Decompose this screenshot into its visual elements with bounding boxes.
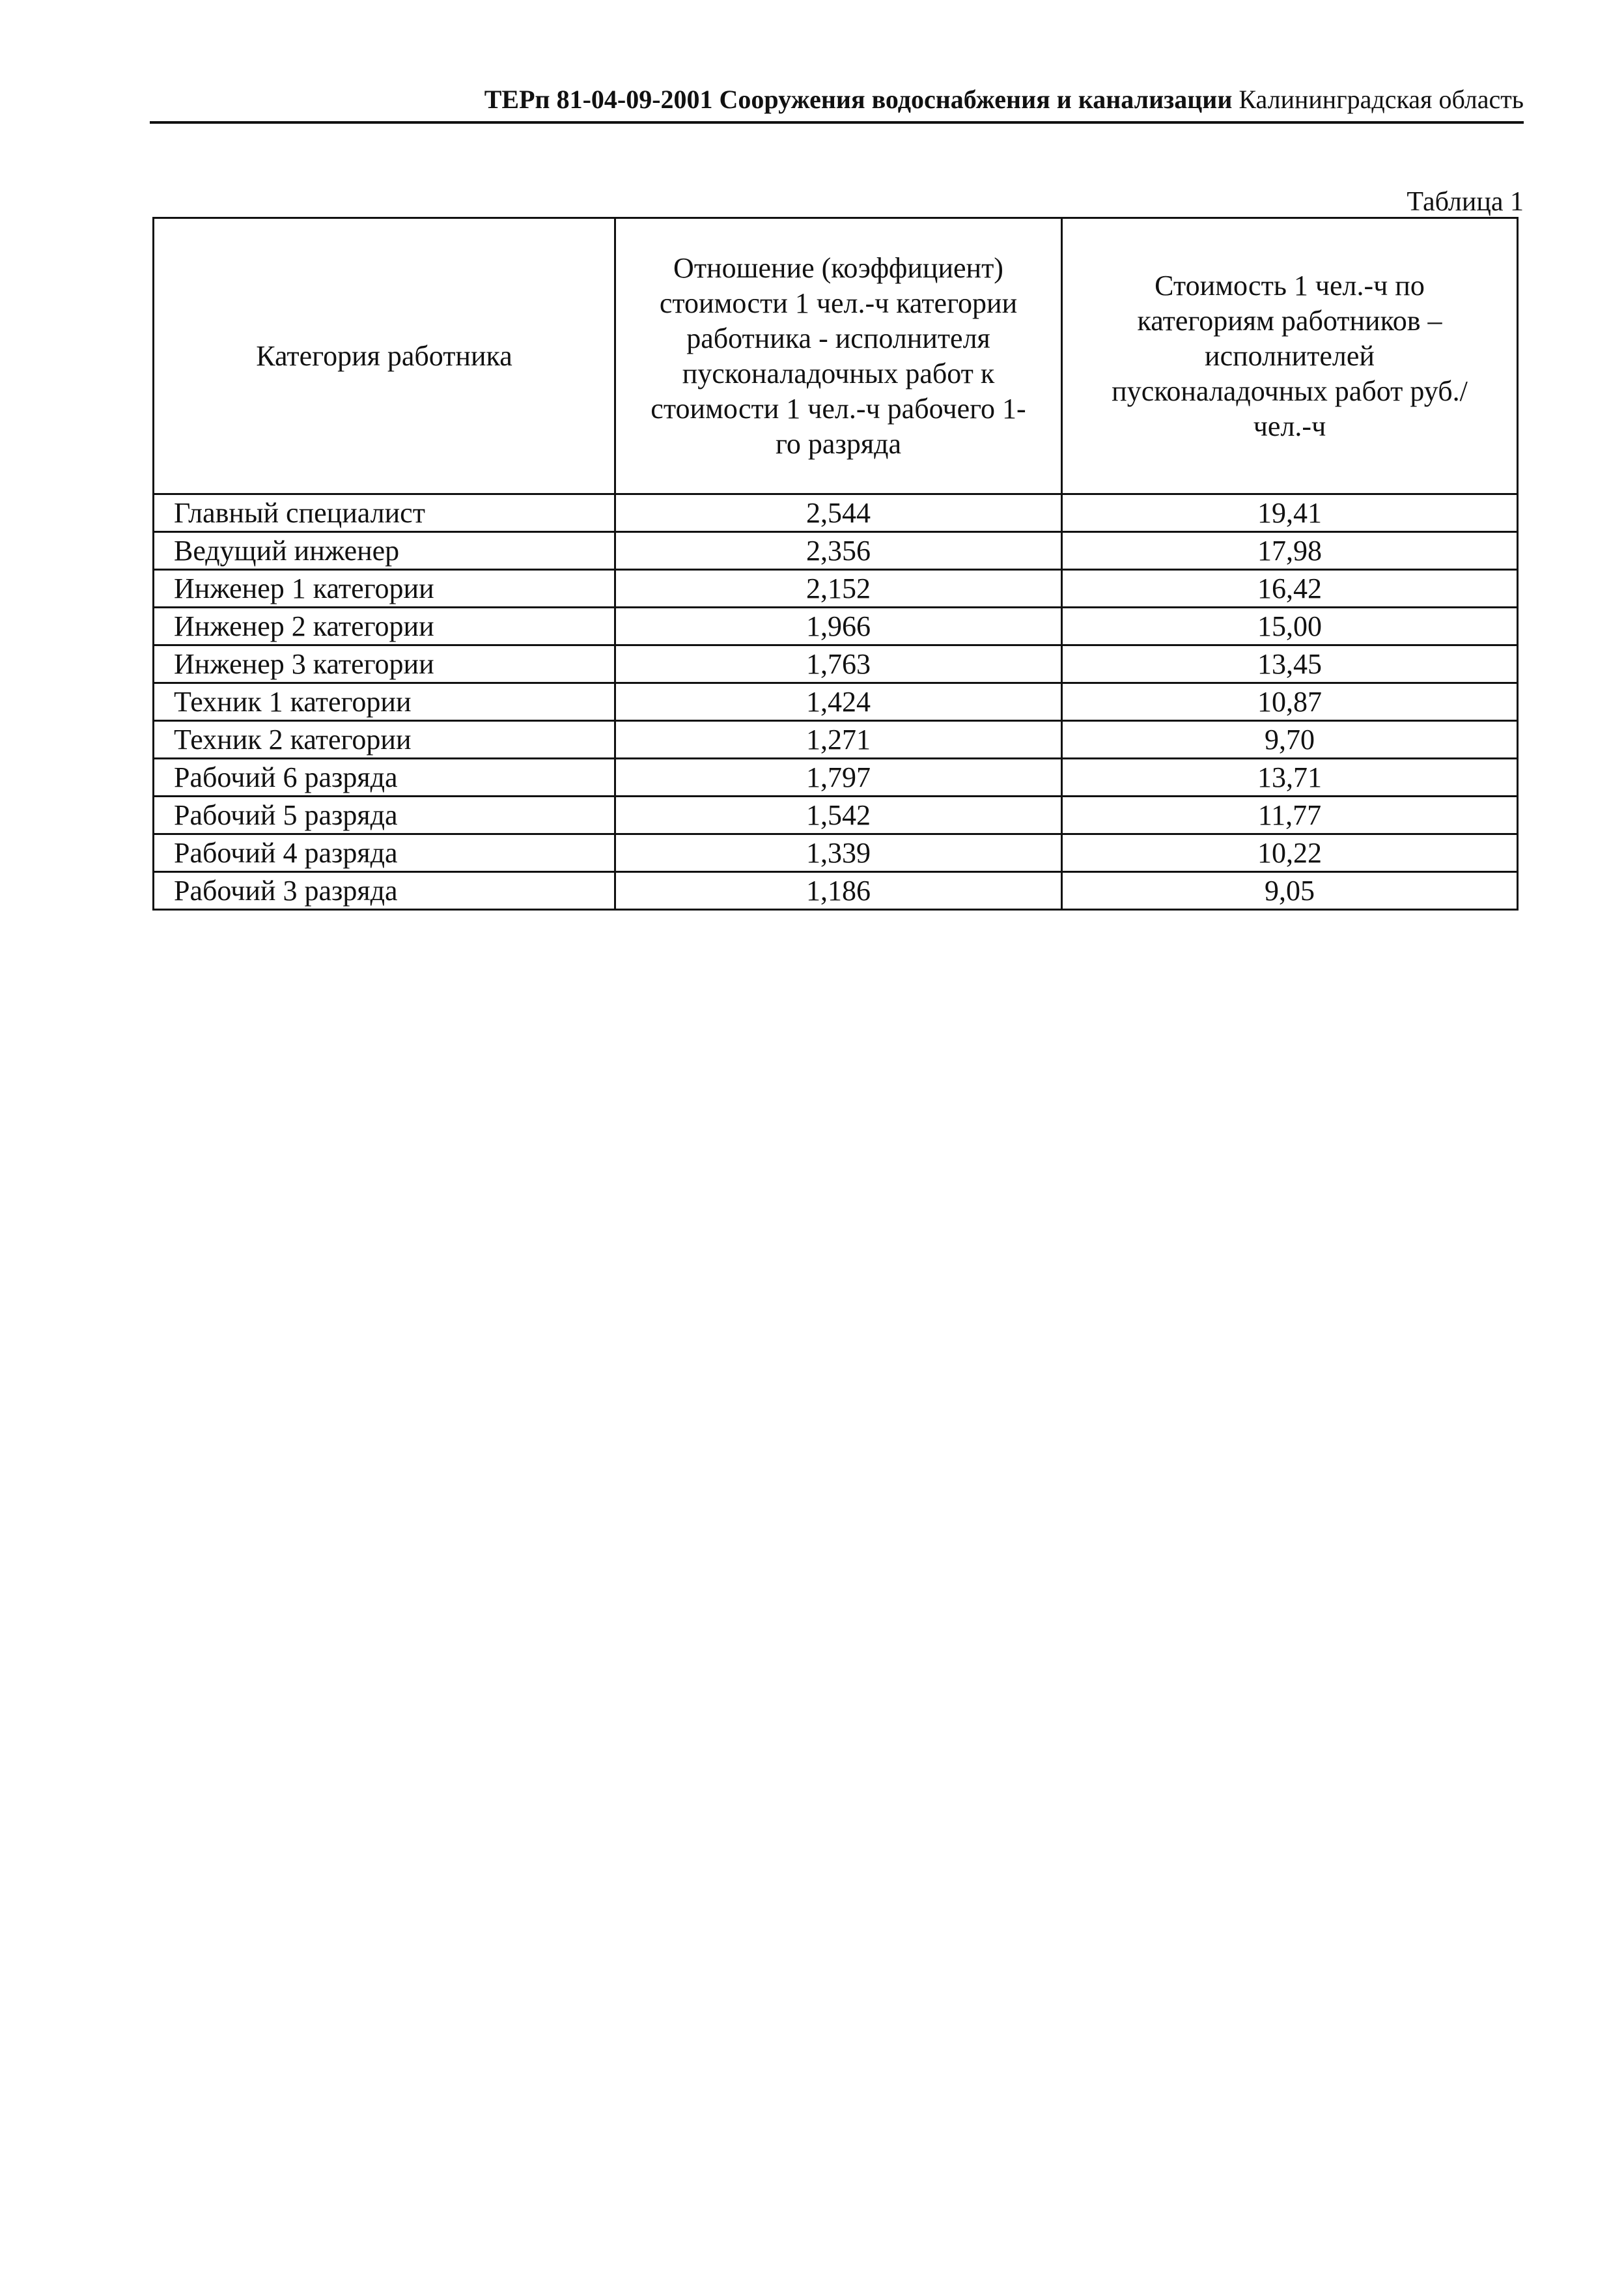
cell-coefficient: 1,271 <box>615 721 1062 759</box>
cell-coefficient: 1,186 <box>615 872 1062 910</box>
cell-cost: 13,45 <box>1062 645 1518 683</box>
document-title: Сооружения водоснабжения и канализации <box>719 85 1233 114</box>
page-header <box>150 83 1524 124</box>
cell-category: Техник 1 категории <box>154 683 615 721</box>
rates-table <box>152 217 1519 911</box>
table-row <box>154 759 1518 797</box>
table-row <box>154 834 1518 872</box>
table-row <box>154 570 1518 608</box>
cell-cost: 10,22 <box>1062 834 1518 872</box>
cell-category: Рабочий 6 разряда <box>154 759 615 797</box>
cell-category: Ведущий инженер <box>154 532 615 570</box>
column-header-coefficient <box>615 218 1062 494</box>
cell-cost: 17,98 <box>1062 532 1518 570</box>
cell-category: Рабочий 5 разряда <box>154 797 615 834</box>
cell-cost: 9,70 <box>1062 721 1518 759</box>
table-body <box>154 494 1518 910</box>
cell-cost: 15,00 <box>1062 608 1518 645</box>
cell-coefficient: 2,152 <box>615 570 1062 608</box>
cell-category: Инженер 2 категории <box>154 608 615 645</box>
table-row <box>154 721 1518 759</box>
table-row <box>154 608 1518 645</box>
cell-category: Инженер 1 категории <box>154 570 615 608</box>
column-header-cost-text: Стоимость 1 чел.-ч по категориям работников – исполнителей пусконаладочных работ руб./чел.-ч <box>1112 269 1468 442</box>
cell-cost: 10,87 <box>1062 683 1518 721</box>
cell-coefficient: 1,763 <box>615 645 1062 683</box>
cell-cost: 11,77 <box>1062 797 1518 834</box>
table-row <box>154 797 1518 834</box>
document-region: Калининградская область <box>1239 85 1524 114</box>
table-caption: Таблица 1 <box>1407 187 1524 217</box>
cell-cost: 9,05 <box>1062 872 1518 910</box>
table-row <box>154 683 1518 721</box>
cell-category: Рабочий 3 разряда <box>154 872 615 910</box>
table-row <box>154 494 1518 532</box>
cell-coefficient: 2,544 <box>615 494 1062 532</box>
cell-coefficient: 1,542 <box>615 797 1062 834</box>
document-code: ТЕРп 81-04-09-2001 <box>484 85 713 114</box>
table-row <box>154 532 1518 570</box>
cell-category: Техник 2 категории <box>154 721 615 759</box>
column-header-cost <box>1062 218 1518 494</box>
cell-category: Главный специалист <box>154 494 615 532</box>
cell-coefficient: 1,339 <box>615 834 1062 872</box>
table-header-row <box>154 218 1518 494</box>
cell-category: Инженер 3 категории <box>154 645 615 683</box>
cell-category: Рабочий 4 разряда <box>154 834 615 872</box>
cell-coefficient: 1,797 <box>615 759 1062 797</box>
column-header-category: Категория работника <box>154 218 615 494</box>
cell-cost: 13,71 <box>1062 759 1518 797</box>
cell-coefficient: 1,424 <box>615 683 1062 721</box>
column-header-coefficient-text: Отношение (коэффициент) стоимости 1 чел.-ч категории работника - исполнителя пусконаладочных работ к стоимости 1 чел.-ч рабочего 1-го разряда <box>651 251 1026 460</box>
cell-cost: 16,42 <box>1062 570 1518 608</box>
cell-coefficient: 2,356 <box>615 532 1062 570</box>
table-row <box>154 872 1518 910</box>
cell-cost: 19,41 <box>1062 494 1518 532</box>
cell-coefficient: 1,966 <box>615 608 1062 645</box>
table-row <box>154 645 1518 683</box>
